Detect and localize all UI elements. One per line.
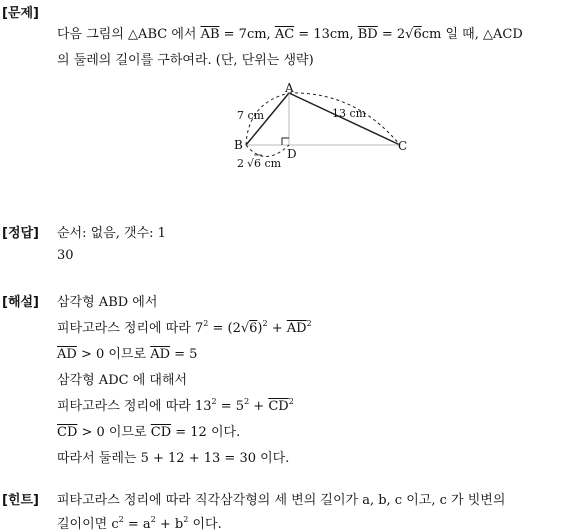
problem-text-line-1: 다음 그림의 △ABC 에서 $\overline{AB} = 7cm$, $\overline{AC} = 13cm$, $\overline{BD} = 2√6cm$ 일 때, △ACD [57, 27, 523, 42]
right-angle-mark [282, 138, 289, 145]
answer-line-1: 순서: 없음, 갯수: 1 [57, 226, 166, 241]
hint-line-1: 피타고라스 정리에 따라 직각삼각형의 세 변의 길이가 a, b, c 이고, c 가 빗변의 [57, 493, 506, 508]
answer-value: 30 [57, 248, 74, 263]
label-c: C [398, 139, 408, 153]
hint-section-label: [힌트] [2, 493, 39, 508]
explanation-line-6: $\overline{CD} > 0$ 이므로 $\overline{CD} = 12$ 이다. [57, 425, 241, 440]
label-d: D [287, 147, 297, 161]
problem-text-line-2: 의 둘레의 길이를 구하여라. (단, 단위는 생략) [57, 53, 314, 68]
problem-section-label: [문제] [2, 6, 39, 21]
explanation-line-4: 삼각형 ADC 에 대해서 [57, 373, 188, 388]
explanation-line-2: 피타고라스 정리에 따라 $7^2 = (2√6)^2 + \overline{AD}^2$ [57, 319, 312, 336]
explanation-line-5: 피타고라스 정리에 따라 $13^2 = 5^2 + \overline{CD}^2$ [57, 397, 294, 414]
answer-section-label: [정답] [2, 226, 39, 241]
explanation-section-label: [해설] [2, 295, 39, 310]
label-b: B [234, 138, 243, 152]
explanation-line-1: 삼각형 ABD 에서 [57, 295, 158, 310]
hint-line-2: 길이이면 $c^2 = a^2 + b^2$ 이다. [57, 515, 222, 532]
label-bd-length: 2 √6 cm [237, 157, 282, 170]
label-ab-length: 7 cm [237, 109, 265, 122]
label-ac-length: 13 cm [332, 107, 367, 120]
arc-bd [246, 145, 289, 157]
triangle-figure [230, 83, 420, 175]
label-a: A [285, 83, 294, 95]
explanation-line-7: 따라서 둘레는 5 + 12 + 13 = 30 이다. [57, 451, 290, 466]
explanation-line-3: $\overline{AD} > 0$ 이므로 $\overline{AD} = 5$ [57, 347, 198, 362]
